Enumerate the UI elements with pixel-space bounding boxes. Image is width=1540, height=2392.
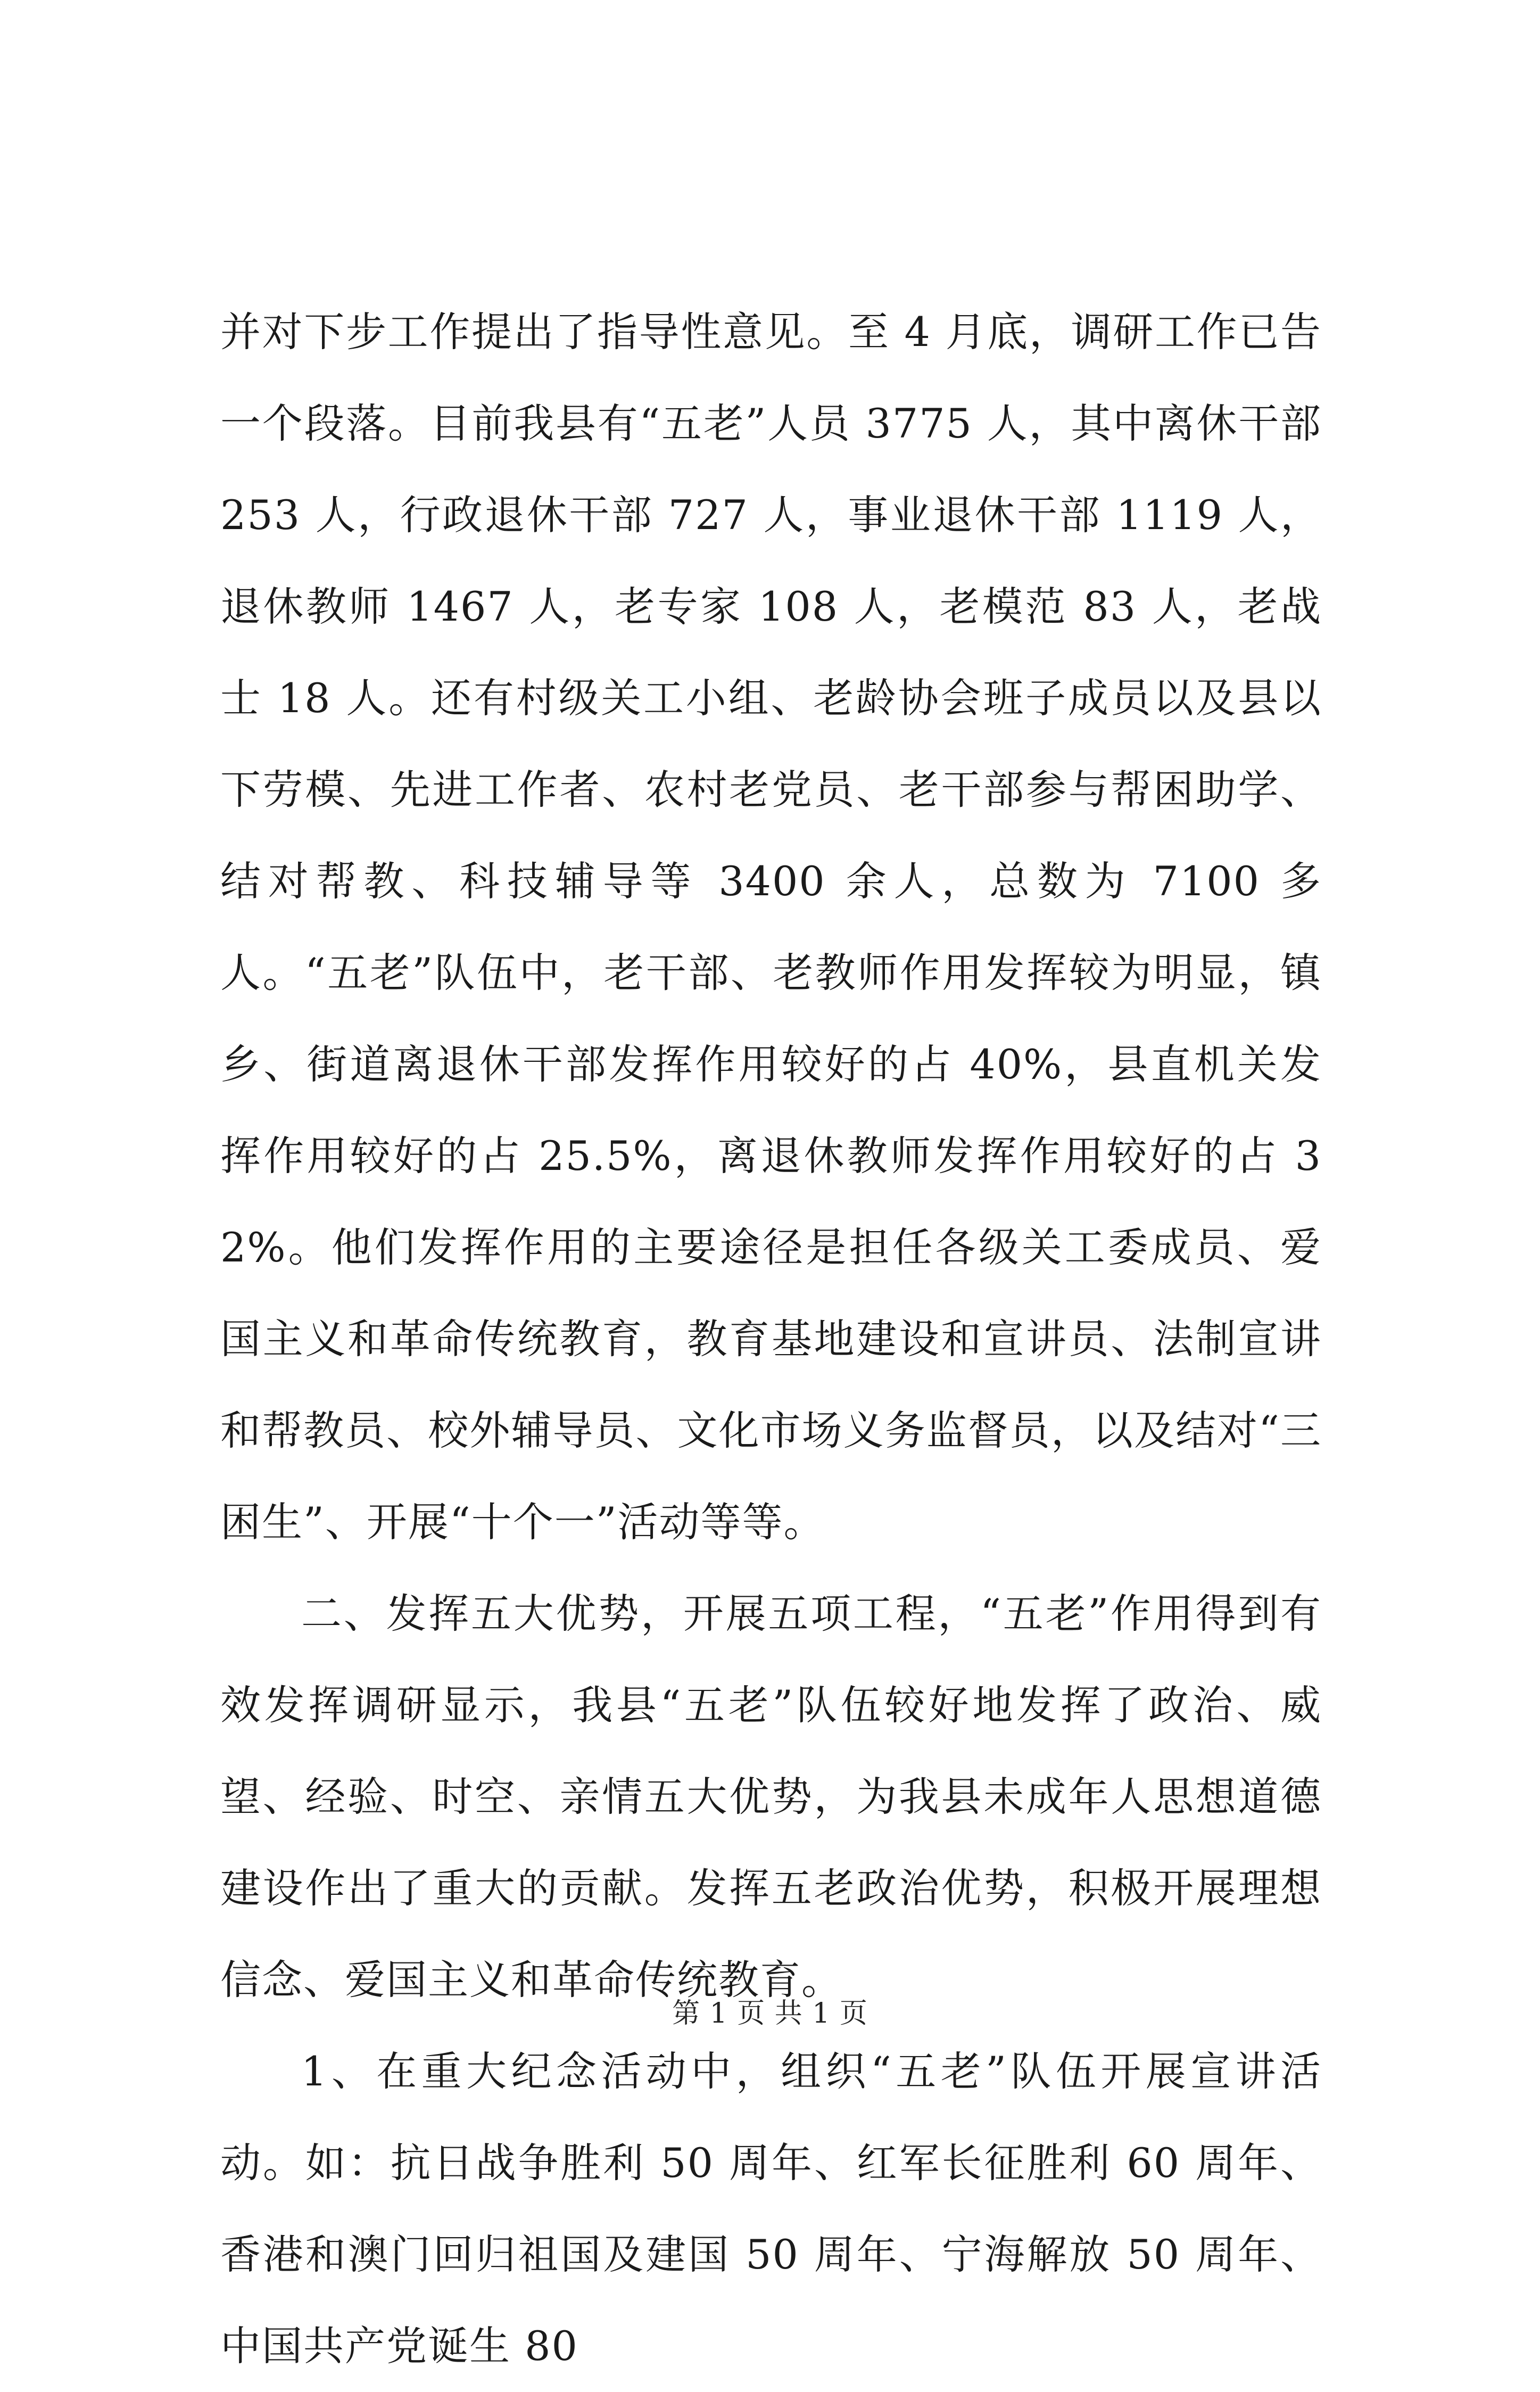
document-body [220, 286, 1322, 2392]
paragraph-3: 1、在重大纪念活动中，组织“五老”队伍开展宣讲活动。如：抗日战争胜利 50 周年、红军长征胜利 60 周年、香港和澳门回归祖国及建国 50 周年、宁海解放 50 周年、中国共产党诞生 80 [220, 2048, 1322, 2370]
paragraph-2: 二、发挥五大优势，开展五项工程，“五老”作用得到有效发挥调研显示，我县“五老”队伍较好地发挥了政治、威望、经验、时空、亲情五大优势，为我县未成年人思想道德建设作出了重大的贡献。发挥五老政治优势，积极开展理想信念、爱国主义和革命传统教育。 [220, 1590, 1322, 2003]
paragraph-1: 并对下步工作提出了指导性意见。至 4 月底，调研工作已告一个段落。目前我县有“五老”人员 3775 人，其中离休干部 253 人，行政退休干部 727 人，事业退休干部 1119 人，退休教师 1467 人，老专家 108 人，老模范 83 人，老战士 18 人。还有村级关工小组、老龄协会班子成员以及县以下劳模、先进工作者、农村老党员、老干部参与帮困助学、结对帮教、科技辅导等 3400 余人，总数为 7100 多人。“五老”队伍中，老干部、老教师作用发挥较为明显，镇乡、街道离退休干部发挥作用较好的占 40%，县直机关发挥作用较好的占 25.5%，离退休教师发挥作用较好的占 32%。他们发挥作用的主要途径是担任各级关工委成员、爱国主义和革命传统教育，教育基地建设和宣讲员、法制宣讲和帮教员、校外辅导员、文化市场义务监督员，以及结对“三困生”、开展“十个一”活动等等。 [220, 308, 1322, 1546]
page-footer: 第 1 页 共 1 页 [672, 1998, 868, 2030]
